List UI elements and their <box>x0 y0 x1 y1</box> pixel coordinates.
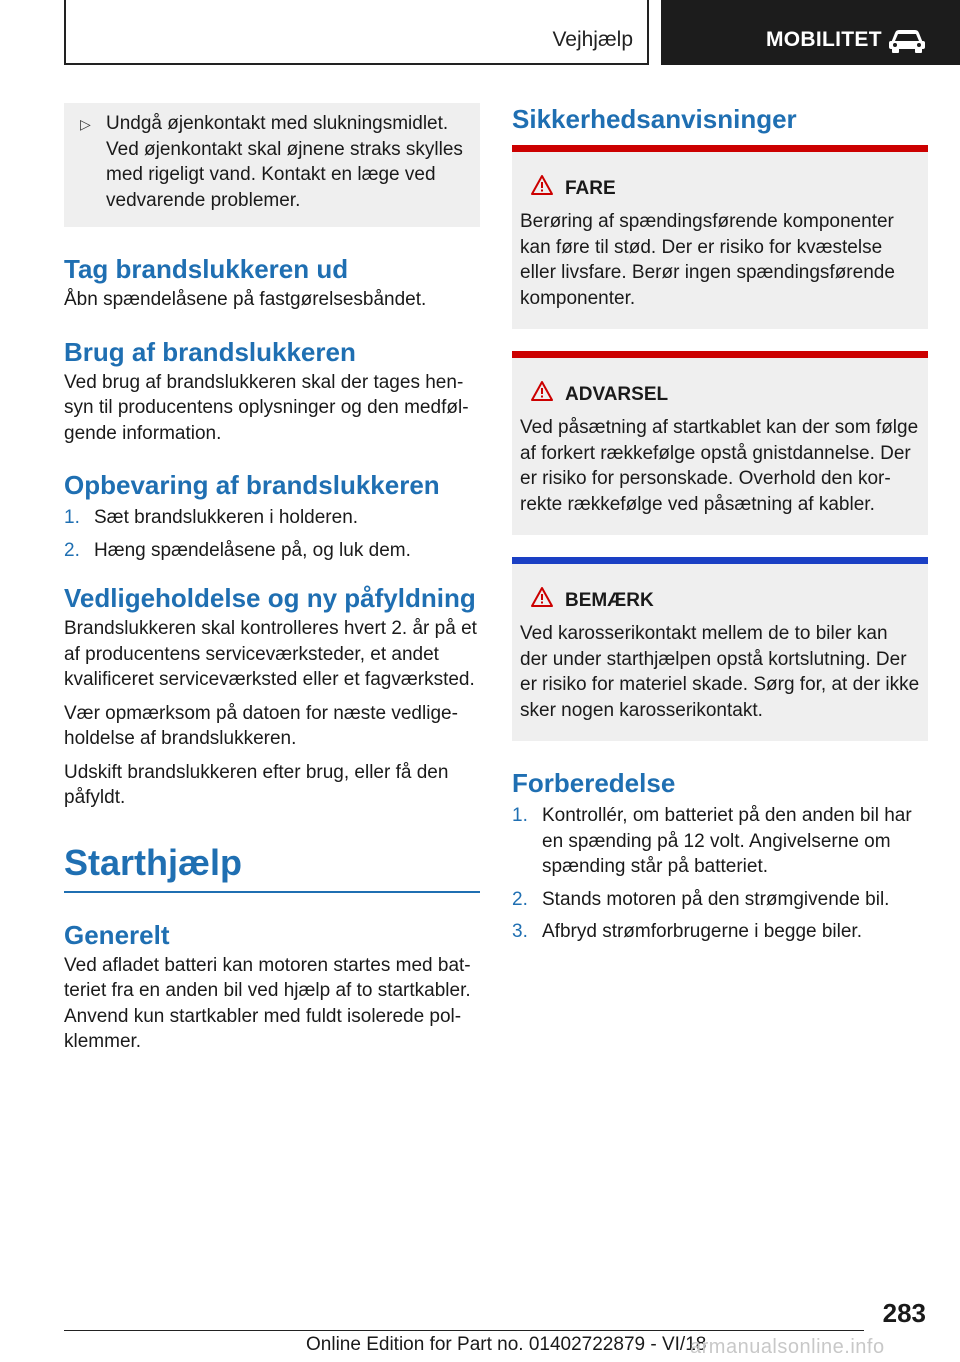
maintenance-paragraph-1: Brandslukkeren skal kontrolleres hvert 2. år på et af producentens serviceværksteder, et andet kvalificeret serviceværksted eller et fagværksted. <box>64 618 477 690</box>
header-category-tab <box>661 0 960 65</box>
left-column <box>64 103 480 1055</box>
chapter-divider <box>64 891 480 893</box>
list-item: 2. Hæng spændelåsene på, og luk dem. <box>64 539 411 561</box>
continuation-warning-box <box>64 103 480 227</box>
warning-title: ADVARSEL <box>520 358 920 407</box>
footer-divider <box>64 1330 864 1331</box>
car-icon <box>887 27 927 53</box>
warning-triangle-icon <box>530 586 554 608</box>
list-item: 3. Afbryd strømforbrugerne i begge biler. <box>512 921 862 942</box>
footer-edition: Online Edition for Part no. 01402722879 - VI/18 <box>306 1334 707 1355</box>
heading-preparation: Forberedelse <box>512 768 676 798</box>
footer-watermark: armanualsonline.info <box>690 1336 885 1358</box>
heading-use-extinguisher: Brug af brandslukkeren <box>64 336 356 367</box>
notice-title: BEMÆRK <box>520 564 920 613</box>
heading-maintenance: Vedligeholdelse og ny påfyldning <box>64 583 476 613</box>
continuation-marker-icon: ▷ <box>80 116 91 132</box>
list-item: 1. Sæt brandslukkeren i holderen. <box>64 507 359 528</box>
continuation-text: Undgå øjenkontakt med slukningsmidlet. Ved øjenkontakt skal øjnene straks skylles med rigeligt vand. Kontakt en læge ved vedvarende problemer. <box>106 113 463 211</box>
warning-triangle-icon <box>530 174 554 196</box>
page-number: 283 <box>882 1298 926 1328</box>
list-item: 2. Stands motoren på den strømgivende bil. <box>512 888 890 910</box>
warning-triangle-icon <box>530 380 554 402</box>
general-text: Ved afladet batteri kan motoren startes med batteriet fra en anden bil ved hjælp af to startkabler. Anvend kun startkabler med fuldt isolerede polklemmer. <box>64 954 471 1052</box>
heading-general: Generelt <box>64 919 170 950</box>
maintenance-paragraph-3: Udskift brandslukkeren efter brug, eller få den påfyldt. <box>64 761 449 808</box>
maintenance-paragraph-2: Vær opmærksom på datoen for næste vedligeholdelse af brandslukkeren. <box>64 702 458 749</box>
storage-steps <box>64 505 480 563</box>
chapter-title: Starthjælp <box>64 841 243 883</box>
warning-box-advarsel <box>512 351 928 535</box>
notice-text: Ved karosserikontakt mellem de to biler kan der under starthjælpen opstå kortslutning. Der er risiko for materiel skade. Sørg for, at der ikke sker nogen karosserikontakt. <box>520 623 920 721</box>
notice-box-bemaerk <box>512 557 928 741</box>
heading-safety: Sikkerhedsanvisninger <box>512 104 797 134</box>
warning-box-fare <box>512 145 928 329</box>
use-extinguisher-text: Ved brug af brandslukkeren skal der tages hensyn til producentens oplysninger og den medfølgende information. <box>64 371 469 444</box>
warning-text: Ved påsætning af startkablet kan der som følge af forkert rækkefølge opstå gnistdannelse. Der er risiko for personskade. Overhold den korrekte rækkefølge ved påsætning af kabler. <box>520 417 919 515</box>
category-title: MOBILITET <box>766 28 882 51</box>
right-column <box>512 103 928 952</box>
heading-storage: Opbevaring af brandslukkeren <box>64 470 440 500</box>
header-section-tab <box>64 0 649 65</box>
section-title: Vejhjælp <box>552 28 633 51</box>
heading-remove-extinguisher: Tag brandslukkeren ud <box>64 254 349 284</box>
list-item: 1. Kontrollér, om batteriet på den anden bil har en spænding på 12 volt. Angivelserne om spænding står på batteriet. <box>512 805 912 877</box>
warning-title: FARE <box>520 152 920 201</box>
remove-extinguisher-text: Åbn spændelåsene på fastgørelsesbåndet. <box>64 289 427 310</box>
warning-text: Berøring af spændingsførende komponenter kan føre til stød. Der er risiko for kvæstelse eller livsfare. Berør ingen spændingsførende komponenter. <box>520 211 895 309</box>
preparation-steps <box>512 803 928 945</box>
